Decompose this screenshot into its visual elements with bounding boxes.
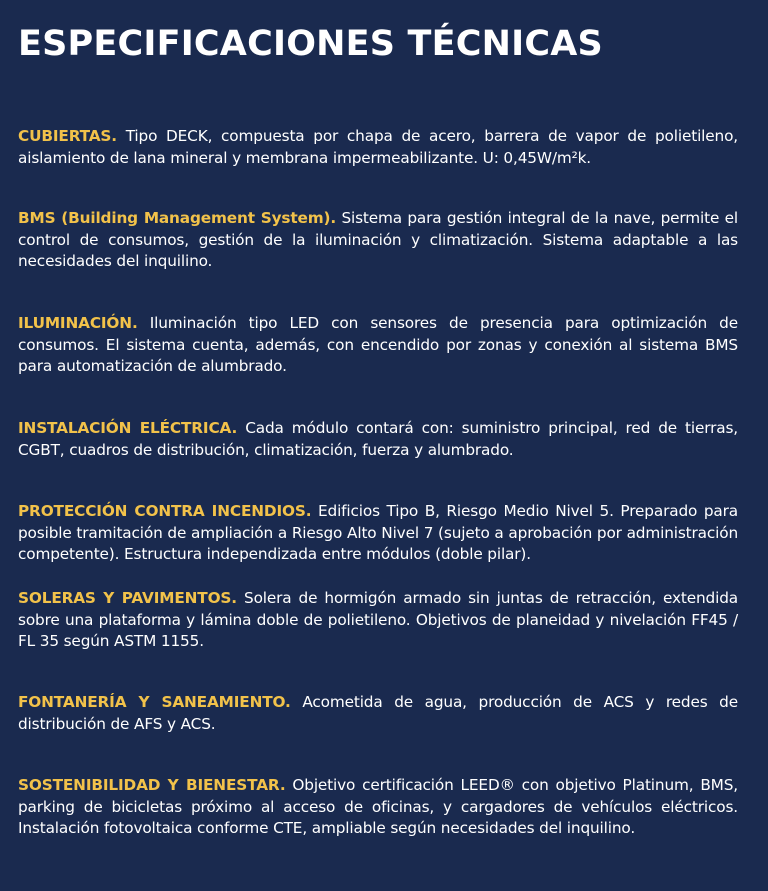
spec-text: Cada módulo contará con: suministro principal, red de tierras, CGBT, cuadros de distribución, climatización, fuerza y alumbrado. (18, 419, 739, 459)
spec-text: Objetivo certificación LEED® con objetivo Platinum, BMS, parking de bicicletas próximo al acceso de oficinas, y cargadores de vehículos eléctricos. Instalación fotovoltaica conforme CTE, ampliable según necesidades del inquilino. (18, 776, 738, 837)
spec-text: Edificios Tipo B, Riesgo Medio Nivel 5. Preparado para posible tramitación de ampliación a Riesgo Alto Nivel 7 (sujeto a aprobación por administración competente). Estructura independizada entre módulos (doble pilar). (18, 502, 738, 563)
spec-label: SOLERAS Y PAVIMENTOS. (18, 589, 237, 607)
spec-label: CUBIERTAS. (18, 127, 117, 145)
spec-text: Acometida de agua, producción de ACS y redes de distribución de AFS y ACS. (18, 693, 739, 733)
spec-label: FONTANERÍA Y SANEAMIENTO. (18, 693, 291, 711)
spec-bms (18, 208, 738, 273)
spec-label: ILUMINACIÓN. (18, 314, 138, 332)
spec-text: Sistema para gestión integral de la nave, permite el control de consumos, gestión de la iluminación y climatización. Sistema adaptable a las necesidades del inquilino. (18, 209, 738, 270)
spec-label: INSTALACIÓN ELÉCTRICA. (18, 419, 238, 437)
spec-cubiertas (18, 126, 738, 169)
spec-text: Tipo DECK, compuesta por chapa de acero, barrera de vapor de polietileno, aislamiento de lana mineral y membrana impermeabilizante. U: 0,45W/m²k. (18, 127, 738, 167)
spec-proteccion-incendios (18, 501, 738, 566)
spec-label: PROTECCIÓN CONTRA INCENDIOS. (18, 502, 312, 520)
spec-iluminacion (18, 313, 738, 378)
spec-text: Iluminación tipo LED con sensores de presencia para optimización de consumos. El sistema cuenta, además, con encendido por zonas y conexión al sistema BMS para automatización de alumbrado. (18, 314, 738, 375)
spec-fontaneria-saneamiento (18, 692, 738, 735)
spec-text: Solera de hormigón armado sin juntas de retracción, extendida sobre una plataforma y lámina doble de polietileno. Objetivos de planeidad y nivelación FF45 / FL 35 según ASTM 1155. (18, 589, 738, 650)
spec-label: SOSTENIBILIDAD Y BIENESTAR. (18, 776, 286, 794)
spec-label: BMS (Building Management System). (18, 209, 337, 227)
spec-instalacion-electrica (18, 418, 738, 461)
page-title: ESPECIFICACIONES TÉCNICAS (18, 24, 603, 64)
spec-sostenibilidad-bienestar (18, 775, 738, 840)
spec-soleras-pavimentos (18, 588, 738, 653)
